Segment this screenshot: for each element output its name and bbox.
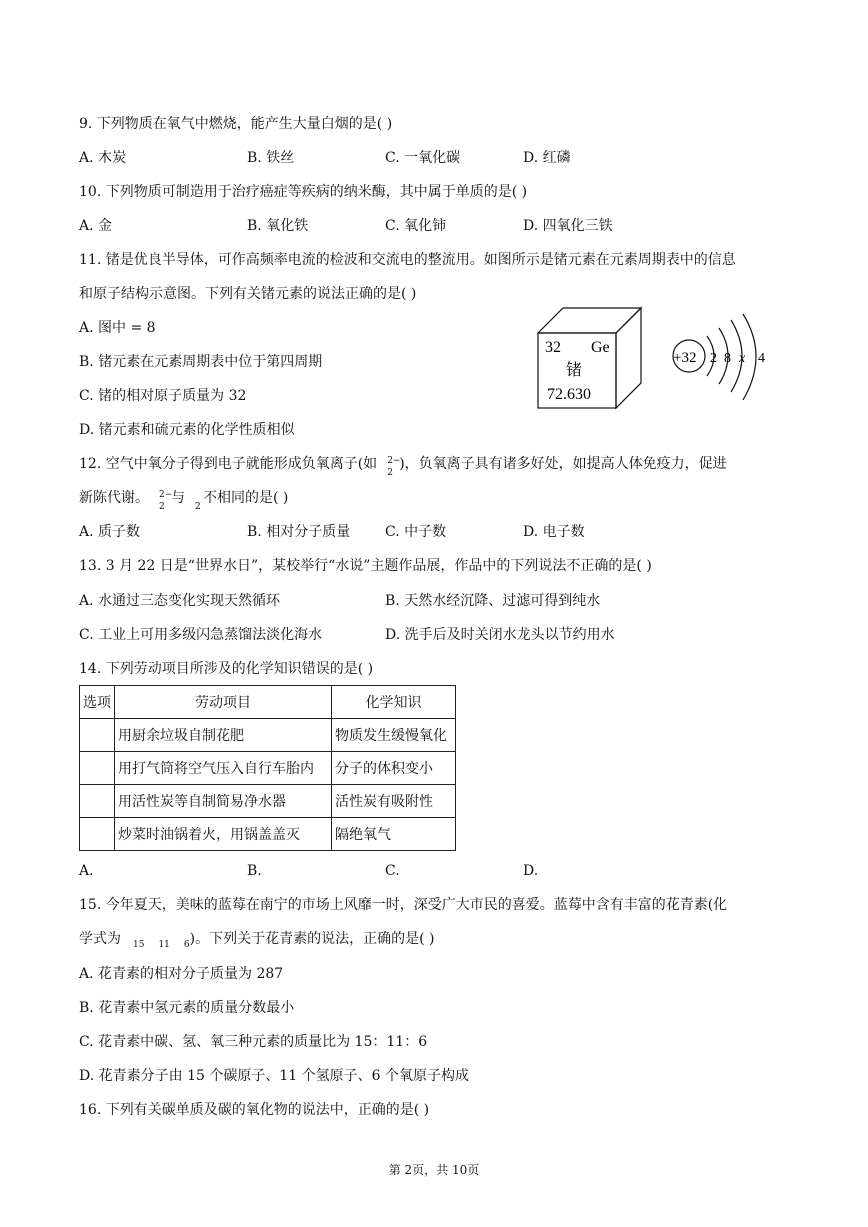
shell-3-electrons: x — [739, 351, 746, 366]
q9-option-a: A. 木炭 — [79, 150, 127, 166]
q14-option-b: B. — [247, 863, 262, 879]
q13-option-c: C. 工业上可用多级闪急蒸馏法淡化海水 — [79, 627, 323, 643]
q13-option-b: B. 天然水经沉降、过滤可得到纯水 — [385, 593, 601, 609]
element-name: 锗 — [566, 360, 583, 379]
q11-option-b: B. 锗元素在元素周期表中位于第四周期 — [79, 354, 323, 370]
o2-subscript: 2 — [195, 502, 201, 512]
q11-stem-line1: 11. 锗是优良半导体，可作高频率电流的检波和交流电的整流用。如图所示是锗元素在元素周期表中的信息 — [79, 252, 736, 268]
q11-option-c: C. 锗的相对原子质量为 32 — [79, 388, 247, 404]
table-row — [80, 719, 456, 752]
q9-stem: 9. 下列物质在氧气中燃烧，能产生大量白烟的是( ) — [79, 116, 393, 132]
table-cell — [80, 785, 115, 818]
ion-superscript-2: 2− — [159, 490, 173, 500]
q10-option-a: A. 金 — [79, 218, 113, 234]
q15-option-b: B. 花青素中氢元素的质量分数最小 — [79, 1000, 295, 1016]
q15-stem-line1: 15. 今年夏天，美味的蓝莓在南宁的市场上风靡一时，深受广大市民的喜爱。蓝莓中含有丰富的花青素(化 — [79, 897, 728, 913]
q13-option-a: A. 水通过三态变化实现天然循环 — [79, 593, 281, 609]
nucleus-charge: +32 — [673, 350, 697, 366]
q15-line2-a: 学式为 — [79, 931, 121, 947]
q12-stem-line1 — [79, 455, 727, 478]
q15-option-c: C. 花青素中碳、氢、氧三种元素的质量比为 15：11：6 — [79, 1034, 428, 1050]
q11-option-a: A. 图中 = 8 — [79, 320, 156, 336]
q12-text-part2: )，负氧离子具有诸多好处，如提高人体免疫力，促进 — [399, 456, 727, 472]
q14-option-d: D. — [523, 863, 539, 879]
table-row — [80, 785, 456, 818]
q13-option-d: D. 洗手后及时关闭水龙头以节约用水 — [385, 627, 615, 643]
table-cell: 隔绝氧气 — [332, 818, 456, 851]
table-header-row — [80, 686, 456, 719]
q15-option-d: D. 花青素分子由 15 个碳原子、11 个氢原子、6 个氧原子构成 — [79, 1068, 469, 1084]
q12-option-b: B. 相对分子质量 — [247, 524, 351, 540]
header-labor-item: 劳动项目 — [115, 686, 332, 719]
q15-stem-line2 — [79, 930, 434, 950]
q15-line2-b: )。下列关于花青素的说法，正确的是( ) — [189, 931, 435, 947]
table-row — [80, 818, 456, 851]
shell-4-electrons: 4 — [758, 351, 765, 366]
q12-text-part1: 12. 空气中氧分子得到电子就能形成负氧离子(如 — [79, 456, 378, 472]
q10-stem: 10. 下列物质可制造用于治疗癌症等疾病的纳米酶，其中属于单质的是( ) — [79, 184, 528, 200]
table-cell: 活性炭有吸附性 — [332, 785, 456, 818]
q12-option-a: A. 质子数 — [79, 524, 141, 540]
table-cell — [80, 752, 115, 785]
table-cell: 用活性炭等自制简易净水器 — [115, 785, 332, 818]
header-chemistry-knowledge: 化学知识 — [332, 686, 456, 719]
table-cell: 用厨余垃圾自制花肥 — [115, 719, 332, 752]
q10-option-d: D. 四氧化三铁 — [523, 218, 613, 234]
header-option: 选项 — [80, 686, 115, 719]
q12-line2-c: 不相同的是( ) — [203, 490, 289, 506]
table-cell: 分子的体积变小 — [332, 752, 456, 785]
table-cell — [80, 719, 115, 752]
shell-1-electrons: 2 — [710, 351, 717, 366]
q12-stem-line2 — [79, 489, 289, 512]
q12-line2-b: 与 — [171, 490, 185, 506]
table-cell: 用打气筒将空气压入自行车胎内 — [115, 752, 332, 785]
ion-subscript-2: 2 — [159, 502, 165, 512]
table-cell — [80, 818, 115, 851]
ion-superscript: 2− — [387, 456, 401, 466]
q9-option-b: B. 铁丝 — [247, 150, 295, 166]
atom-structure-diagram — [665, 312, 775, 406]
formula-subscript-c: 15 — [133, 940, 145, 950]
table-cell: 物质发生缓慢氧化 — [332, 719, 456, 752]
q10-option-c: C. 氧化铈 — [385, 218, 447, 234]
q12-line2-a: 新陈代谢。 — [79, 490, 149, 506]
q14-option-a: A. — [79, 863, 94, 879]
q14-table — [79, 685, 456, 851]
q9-option-c: C. 一氧化碳 — [385, 150, 461, 166]
q14-stem: 14. 下列劳动项目所涉及的化学知识错误的是( ) — [79, 661, 374, 677]
q15-option-a: A. 花青素的相对分子质量为 287 — [79, 966, 284, 982]
element-symbol: Ge — [591, 339, 610, 356]
table-row — [80, 752, 456, 785]
q13-stem: 13. 3 月 22 日是“世界水日”，某校举行“水说”主题作品展，作品中的下列说法不正确的是( ) — [79, 558, 652, 574]
element-mass: 72.630 — [547, 386, 591, 403]
q16-stem: 16. 下列有关碳单质及碳的氧化物的说法中，正确的是( ) — [79, 1102, 430, 1118]
page-footer: 第 2页，共 10页 — [388, 1163, 480, 1177]
periodic-element-cube — [535, 305, 645, 411]
table-cell: 炒菜时油锅着火，用锅盖盖灭 — [115, 818, 332, 851]
q11-option-d: D. 锗元素和硫元素的化学性质相似 — [79, 422, 295, 438]
q10-option-b: B. 氧化铁 — [247, 218, 309, 234]
q11-stem-line2: 和原子结构示意图。下列有关锗元素的说法正确的是( ) — [79, 286, 417, 302]
q12-option-d: D. 电子数 — [523, 524, 585, 540]
q9-option-d: D. 红磷 — [523, 150, 571, 166]
q14-option-c: C. — [385, 863, 400, 879]
q12-option-c: C. 中子数 — [385, 524, 447, 540]
ion-subscript: 2 — [387, 468, 393, 478]
shell-2-electrons: 8 — [724, 351, 731, 366]
formula-subscript-h: 11 — [158, 940, 170, 950]
formula-subscript-o: 6 — [183, 940, 190, 950]
element-number: 32 — [545, 339, 561, 356]
